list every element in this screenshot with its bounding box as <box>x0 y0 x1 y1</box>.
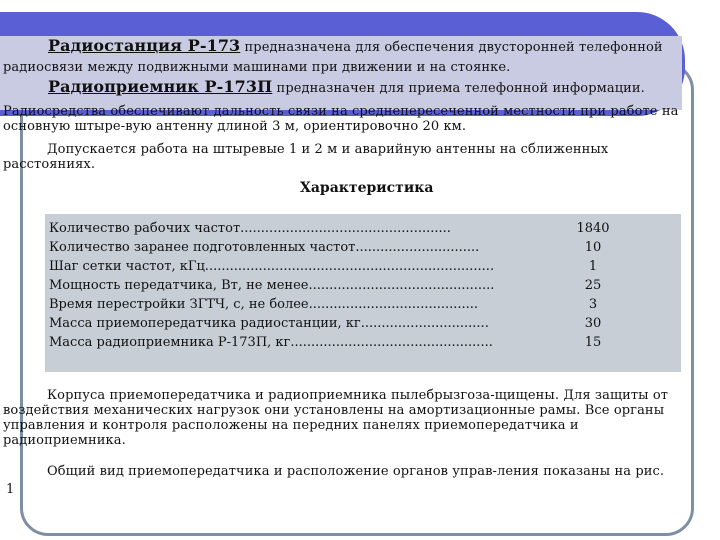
row-label-transceiver-mass: Масса приемопередатчика радиостанции, кг............................... <box>49 316 489 331</box>
row-value-work-frequencies: 1840 <box>576 221 610 236</box>
row-value-transceiver-mass: 30 <box>584 316 602 331</box>
slide-number: 1 <box>6 482 15 497</box>
row-value-transmitter-power: 25 <box>584 278 602 293</box>
characteristics-heading: Характеристика <box>300 180 434 196</box>
row-label-receiver-mass: Масса радиоприемника Р-173П, кг................................................. <box>49 335 493 350</box>
body-paragraph-2: Общий вид приемопередатчика и расположение органов управ-ления показаны на рис. <box>47 464 665 479</box>
header-line-3 <box>48 79 688 96</box>
intro-paragraph-2: Допускается работа на штыревые 1 и 2 м и аварийную антенны на сближенных расстояниях. <box>3 142 609 172</box>
characteristics-labels <box>49 219 496 352</box>
receiver-title: Радиоприемник Р-173П <box>48 77 273 96</box>
row-label-frequency-step: Шаг сетки частот, кГц...................................................................... <box>49 259 495 274</box>
characteristics-values <box>558 219 628 352</box>
body-paragraph-1: Корпуса приемопередатчика и радиоприемника пылебрызгоза-щищены. Для защиты от воздействия механических нагрузок они установлены на амортизационные рамы. Все органы управления и контроля расположены на передних панелях приемопередатчика и радиоприемника. <box>3 388 669 448</box>
row-label-transmitter-power: Мощность передатчика, Вт, не менее............................................. <box>49 278 495 293</box>
intro-paragraph-1: Радиосредства обеспечивают дальность связи на среднепересеченной местности при работе на основную штыре-вую антенну длиной 3 м, ориентировочно 20 км. <box>3 104 679 134</box>
row-value-receiver-mass: 15 <box>584 335 602 350</box>
row-label-retune-time: Время перестройки ЗГТЧ, с, не более......................................... <box>49 297 479 312</box>
receiver-description: предназначен для приема телефонной информации. <box>272 81 645 96</box>
header-line-1 <box>48 38 688 55</box>
radiostation-title: Радиостанция Р-173 <box>48 36 241 55</box>
row-label-work-frequencies: Количество рабочих частот................................................... <box>49 221 451 236</box>
header-line-2: радиосвязи между подвижными машинами при движении и на стоянке. <box>3 60 511 75</box>
row-value-retune-time: 3 <box>588 297 598 312</box>
row-value-preset-frequencies: 10 <box>584 240 602 255</box>
row-label-preset-frequencies: Количество заранее подготовленных частот.............................. <box>49 240 480 255</box>
row-value-frequency-step: 1 <box>588 259 598 274</box>
radiostation-description: предназначена для обеспечения двусторонней телефонной <box>240 40 663 55</box>
